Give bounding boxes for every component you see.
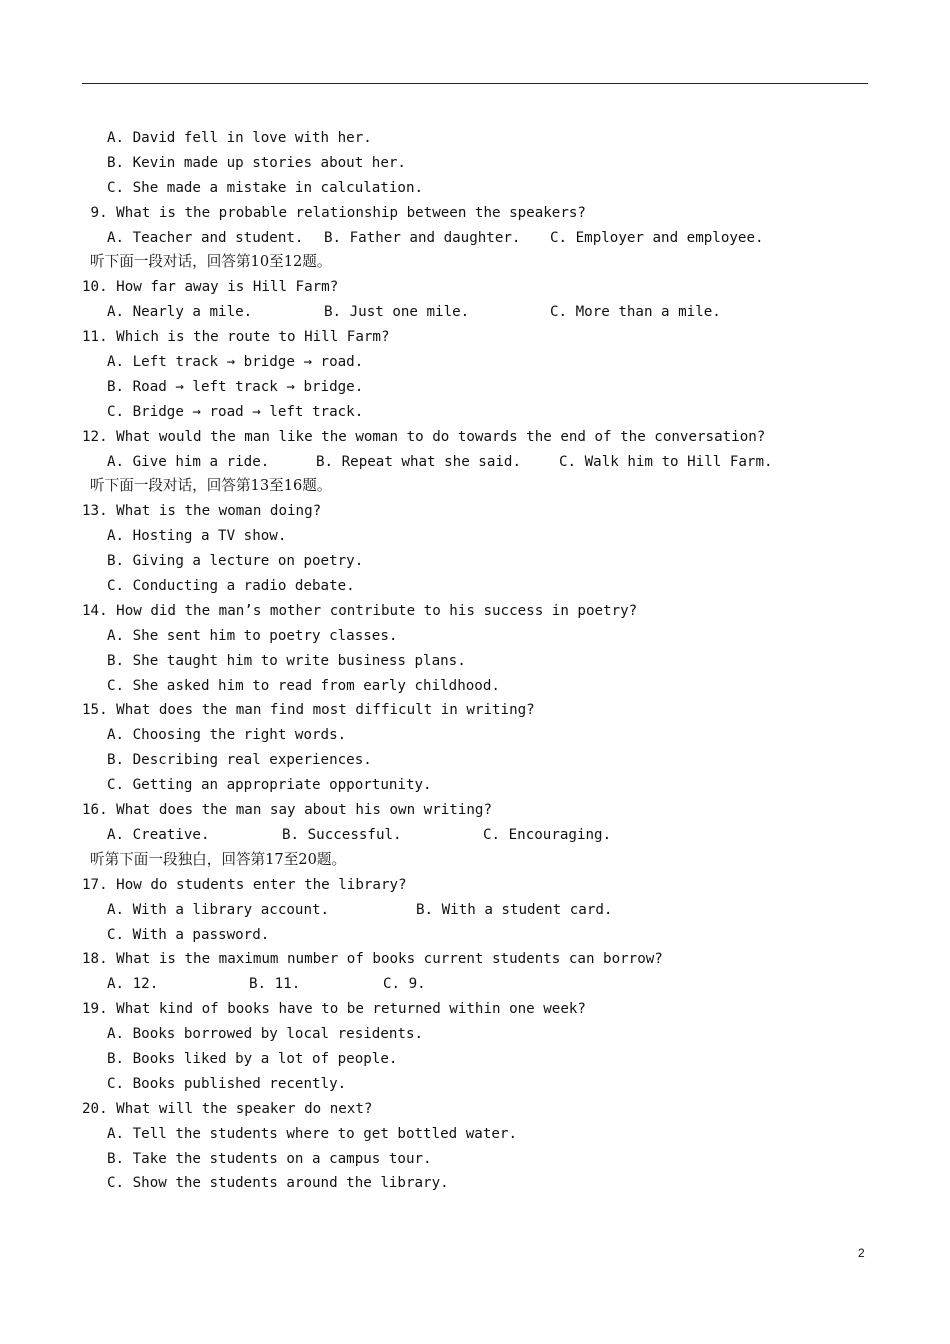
option-text: B. Road → left track → bridge. xyxy=(107,378,364,395)
option-row xyxy=(82,450,872,475)
option-text: C. She made a mistake in calculation. xyxy=(107,179,424,196)
option-row xyxy=(82,300,872,325)
option-text: C. Encouraging. xyxy=(483,826,612,843)
option-row xyxy=(82,972,872,997)
option-text: B. Describing real experiences. xyxy=(107,752,372,769)
option-text: A. She sent him to poetry classes. xyxy=(107,627,398,644)
question-list xyxy=(82,126,872,1196)
option-text: C. 9. xyxy=(383,976,426,993)
question-text: 10. How far away is Hill Farm? xyxy=(82,279,339,296)
option-text: C. Bridge → road → left track. xyxy=(107,403,364,420)
question-text: 14. How did the man’s mother contribute to his success in poetry? xyxy=(82,602,638,619)
option-text: A. Books borrowed by local residents. xyxy=(107,1026,424,1043)
option-text: B. Repeat what she said. xyxy=(316,453,521,470)
option-text: B. Just one mile. xyxy=(324,304,470,321)
option-text: A. Teacher and student. xyxy=(107,229,304,246)
question-text: 11. Which is the route to Hill Farm? xyxy=(82,329,390,346)
option-text: C. Show the students around the library. xyxy=(107,1175,449,1192)
option-text: A. Tell the students where to get bottled water. xyxy=(107,1125,517,1142)
question-text: 19. What kind of books have to be returned within one week? xyxy=(82,1001,586,1018)
option-text: B. With a student card. xyxy=(416,901,613,918)
option-text: A. David fell in love with her. xyxy=(107,130,372,146)
option-text: C. Getting an appropriate opportunity. xyxy=(107,777,432,794)
option-text: B. Father and daughter. xyxy=(324,229,521,246)
option-text: B. She taught him to write business plans. xyxy=(107,652,466,669)
option-text: A. 12. xyxy=(107,976,159,993)
option-text: C. Walk him to Hill Farm. xyxy=(559,453,773,470)
option-row xyxy=(82,823,872,848)
question-text: 18. What is the maximum number of books current students can borrow? xyxy=(82,951,663,968)
option-text: C. Books published recently. xyxy=(107,1075,347,1092)
option-text: C. Employer and employee. xyxy=(550,229,764,246)
header-rule xyxy=(82,83,868,84)
question-text: 16. What does the man say about his own writing? xyxy=(82,802,492,819)
question-text: 17. How do students enter the library? xyxy=(82,876,407,893)
question-text: 20. What will the speaker do next? xyxy=(82,1100,373,1117)
option-text: A. Hosting a TV show. xyxy=(107,528,287,545)
option-text: B. Take the students on a campus tour. xyxy=(107,1150,432,1167)
option-text: A. Nearly a mile. xyxy=(107,304,253,321)
option-text: C. More than a mile. xyxy=(550,304,721,321)
option-text: C. With a password. xyxy=(107,926,270,943)
option-row xyxy=(82,226,872,251)
option-text: B. 11. xyxy=(249,976,301,993)
question-text: 9. What is the probable relationship between the speakers? xyxy=(82,204,586,221)
section-instruction: 听下面一段对话，回答第10至12题。 xyxy=(90,253,332,271)
option-row xyxy=(82,898,872,923)
option-text: B. Giving a lecture on poetry. xyxy=(107,553,364,570)
option-text: A. With a library account. xyxy=(107,901,330,918)
option-text: B. Books liked by a lot of people. xyxy=(107,1050,398,1067)
option-text: B. Successful. xyxy=(282,826,402,843)
question-text: 12. What would the man like the woman to do towards the end of the conversation? xyxy=(82,428,766,445)
question-text: 13. What is the woman doing? xyxy=(82,503,322,520)
option-text: A. Left track → bridge → road. xyxy=(107,354,364,371)
option-text: B. Kevin made up stories about her. xyxy=(107,154,406,171)
option-text: A. Give him a ride. xyxy=(107,453,270,470)
option-text: A. Choosing the right words. xyxy=(107,727,347,744)
section-instruction: 听第下面一段独白，回答第17至20题。 xyxy=(90,850,347,868)
option-text: C. She asked him to read from early childhood. xyxy=(107,677,500,694)
page-number: 2 xyxy=(858,1246,865,1260)
option-text: A. Creative. xyxy=(107,826,210,843)
option-text: C. Conducting a radio debate. xyxy=(107,578,355,595)
question-text: 15. What does the man find most difficult in writing? xyxy=(82,702,535,719)
section-instruction: 听下面一段对话，回答第13至16题。 xyxy=(90,477,332,495)
